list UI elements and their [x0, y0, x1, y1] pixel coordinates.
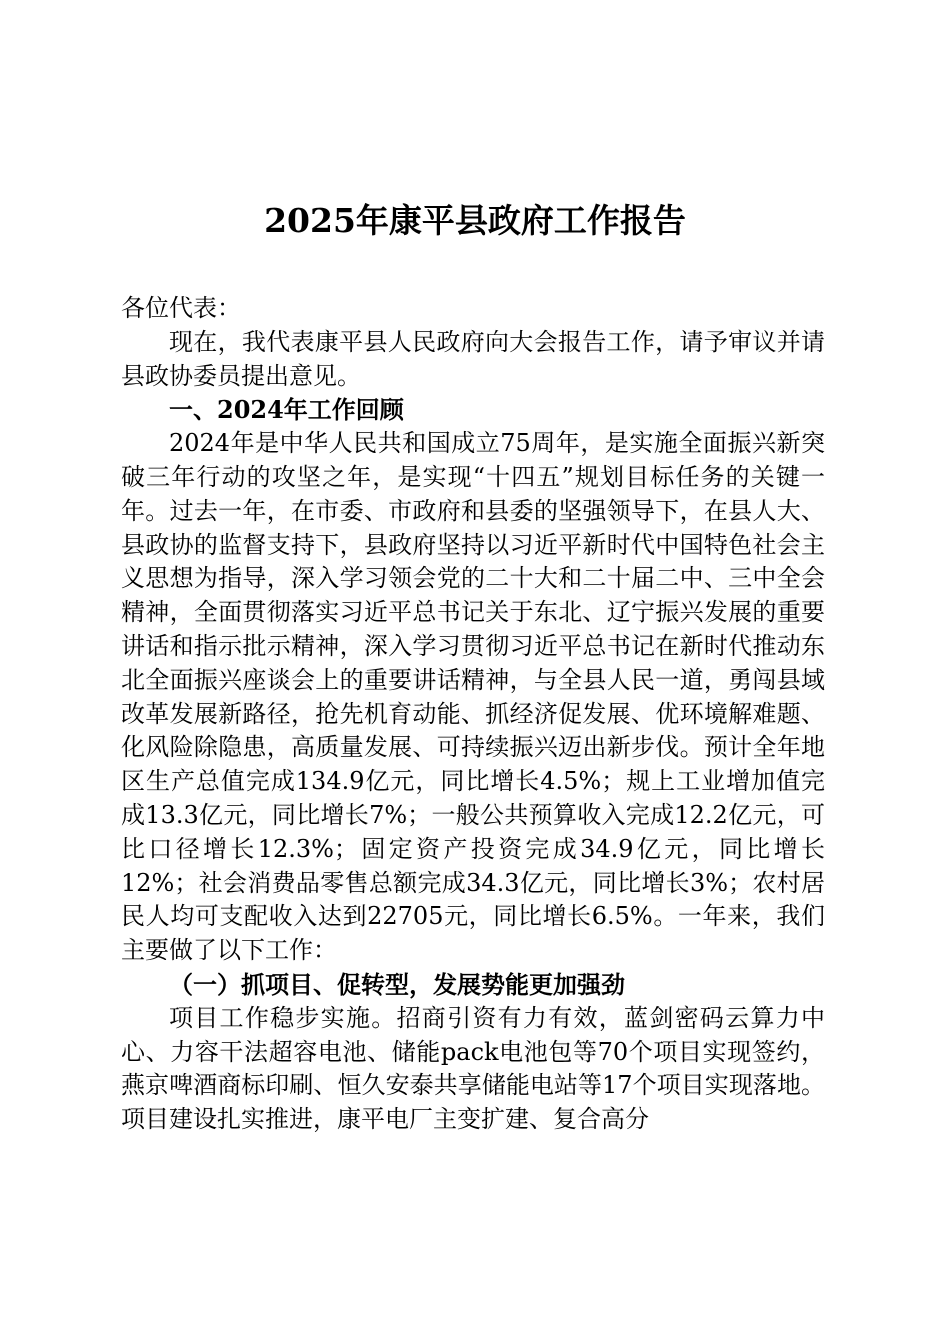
document-body	[121, 292, 825, 1137]
subsection-paragraph: 项目工作稳步实施。招商引资有力有效，蓝剑密码云算力中心、力容干法超容电池、储能pack电池包等70个项目实现签约，燕京啤酒商标印刷、恒久安泰共享储能电站等17个项目实现落地。项目建设扎实推进，康平电厂主变扩建、复合高分	[121, 1003, 825, 1134]
salutation: 各位代表：	[121, 294, 241, 322]
subsection-heading: （一）抓项目、促转型，发展势能更加强劲	[169, 969, 625, 999]
section-paragraph: 2024年是中华人民共和国成立75周年，是实施全面振兴新突破三年行动的攻坚之年，是实现“十四五”规划目标任务的关键一年。过去一年，在市委、市政府和县委的坚强领导下，在县人大、县政协的监督支持下，县政府坚持以习近平新时代中国特色社会主义思想为指导，深入学习领会党的二十大和二十届二中、三中全会精神，全面贯彻落实习近平总书记关于东北、辽宁振兴发展的重要讲话和指示批示精神，深入学习贯彻习近平总书记在新时代推动东北全面振兴座谈会上的重要讲话精神，与全县人民一道，勇闯县域改革发展新路径，抢先机育动能、抓经济促发展、优环境解难题、化风险除隐患，高质量发展、可持续振兴迈出新步伐。预计全年地区生产总值完成134.9亿元，同比增长4.5%；规上工业增加值完成13.3亿元，同比增长7%；一般公共预算收入完成12.2亿元，可比口径增长12.3%；固定资产投资完成34.9亿元，同比增长12%；社会消费品零售总额完成34.3亿元，同比增长3%；农村居民人均可支配收入达到22705元，同比增长6.5%。一年来，我们主要做了以下工作：	[121, 429, 825, 965]
page-title: 2025年康平县政府工作报告	[264, 201, 686, 240]
intro-paragraph: 现在，我代表康平县人民政府向大会报告工作，请予审议并请县政协委员提出意见。	[121, 327, 825, 390]
section-heading: 一、2024年工作回顾	[169, 395, 404, 425]
